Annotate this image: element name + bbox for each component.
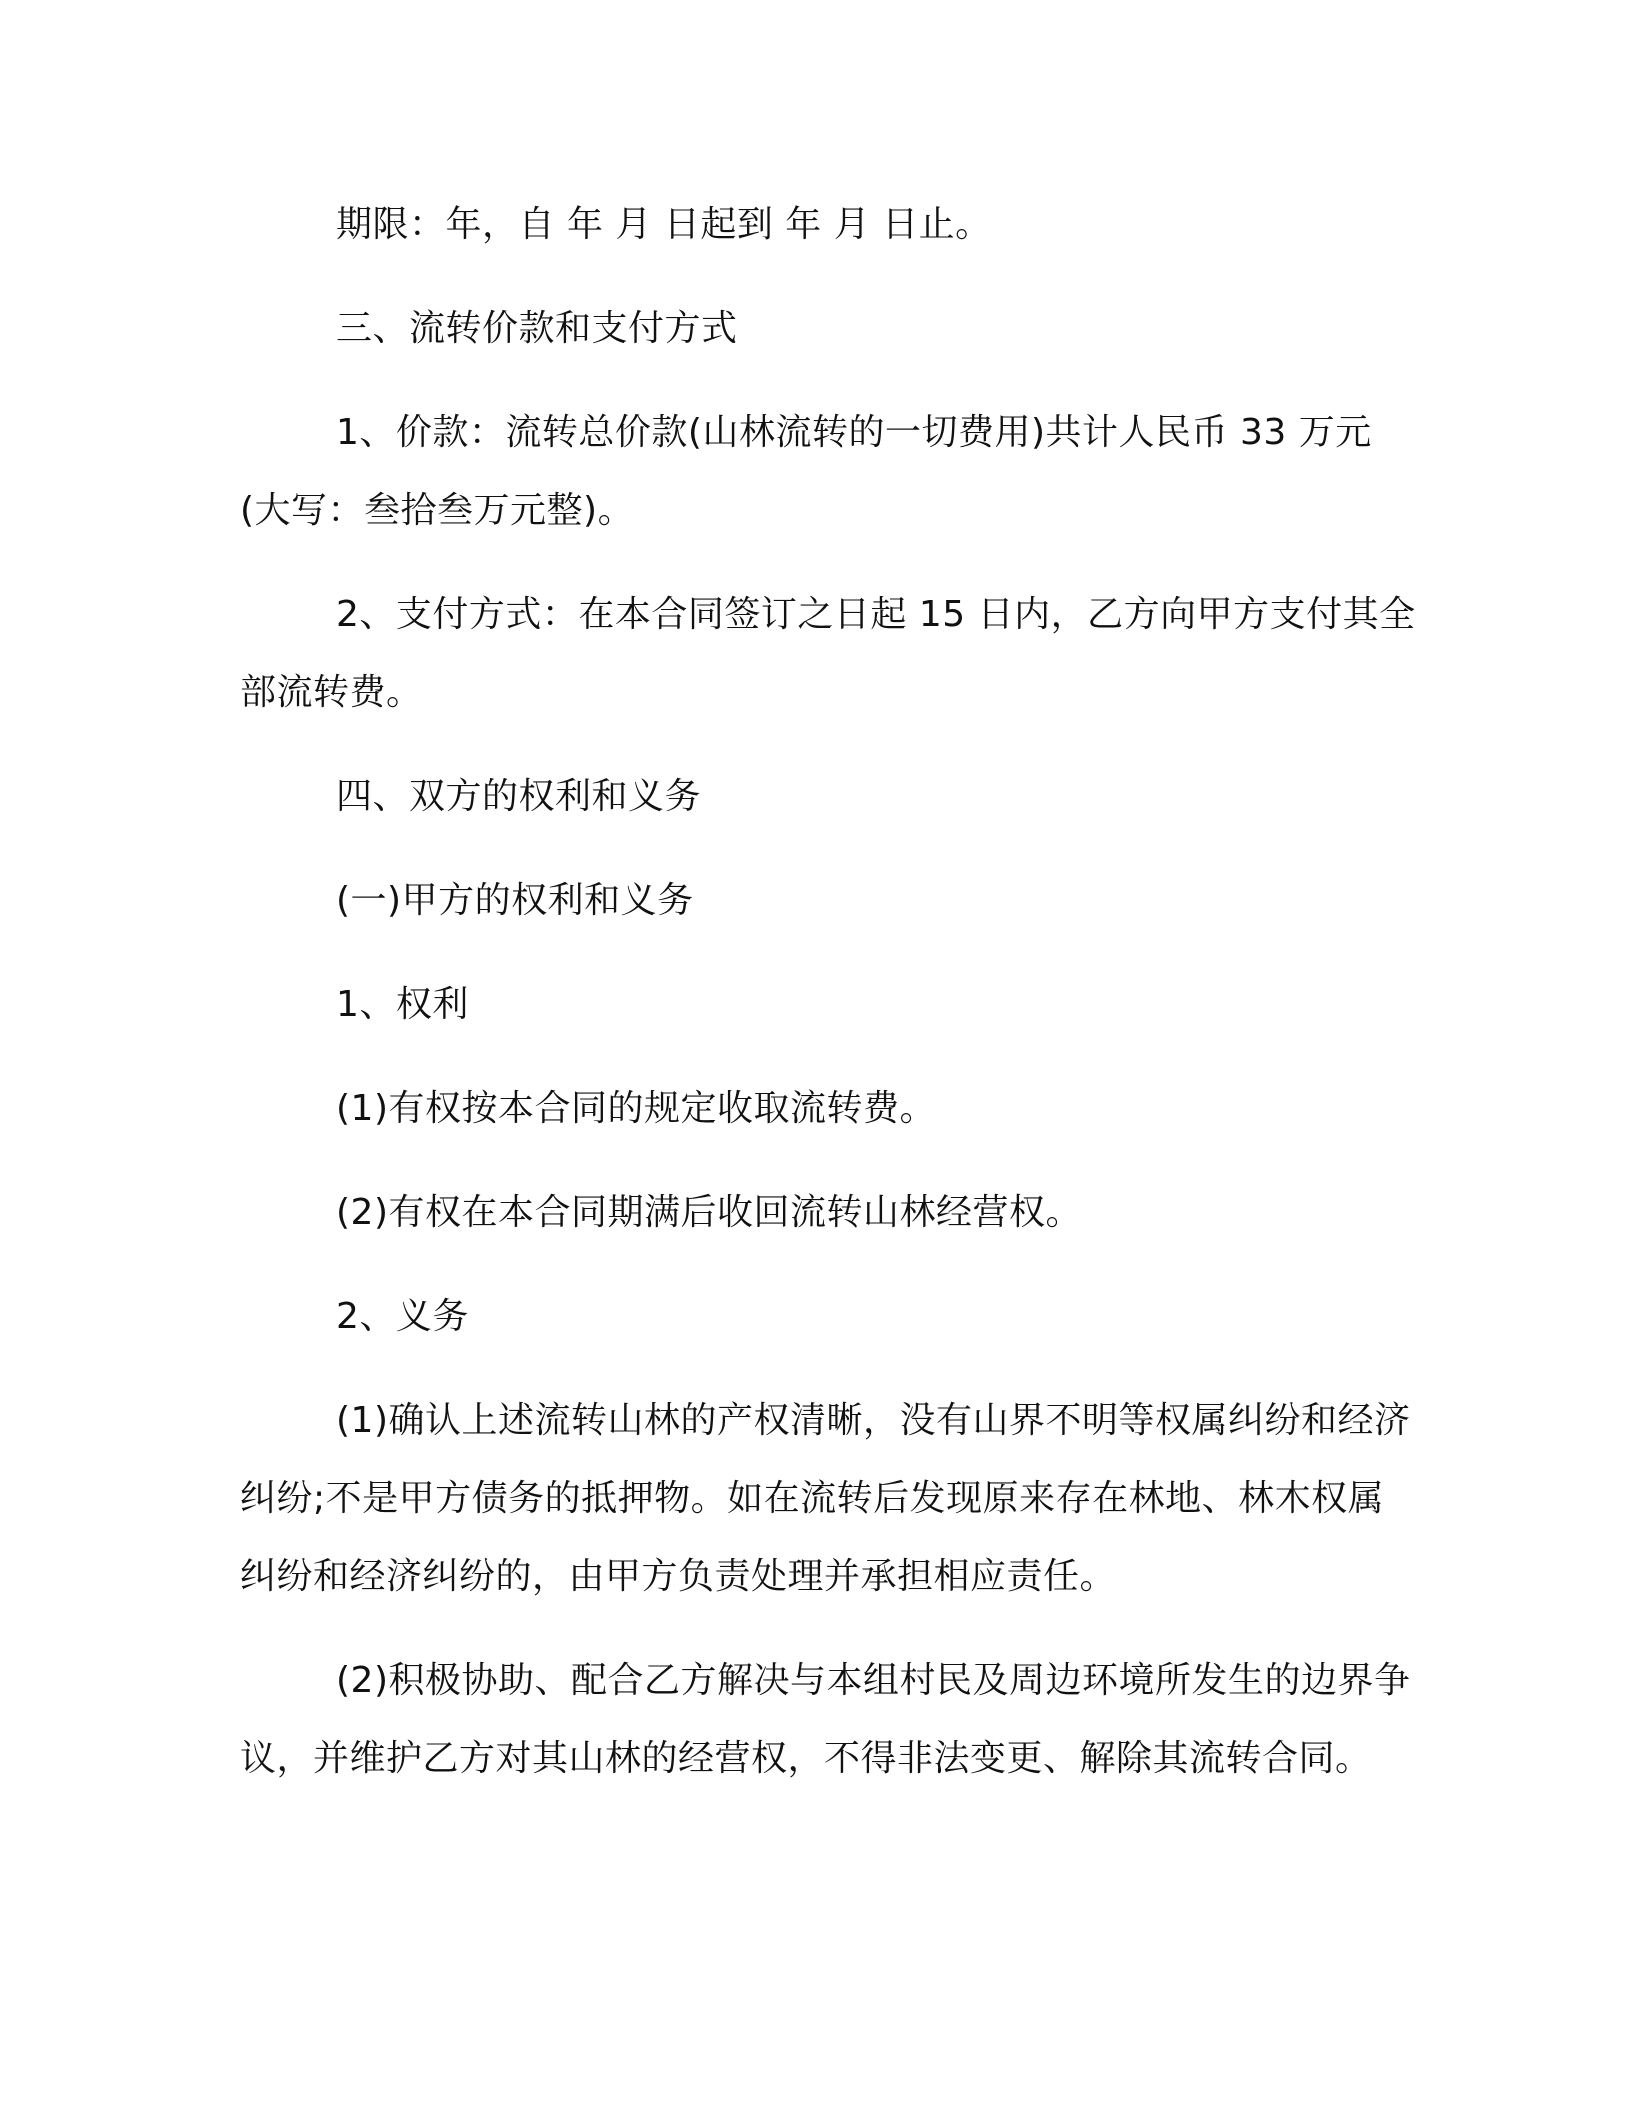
price-clause: 1、价款：流转总价款(山林流转的一切费用)共计人民币 33 万元(大写：叁拾叁万元整)。 — [240, 412, 1372, 531]
payment-method-clause: 2、支付方式：在本合同签订之日起 15 日内，乙方向甲方支付其全部流转费。 — [240, 594, 1416, 713]
obligations-heading: 2、义务 — [336, 1296, 469, 1337]
right-item-2: (2)有权在本合同期满后收回流转山林经营权。 — [336, 1192, 1082, 1233]
obligation-item-1: (1)确认上述流转山林的产权清晰，没有山界不明等权属纠纷和经济纠纷;不是甲方债务的抵押物。如在流转后发现原来存在林地、林木权属纠纷和经济纠纷的，由甲方负责处理并承担相应责任。 — [240, 1400, 1411, 1597]
section-4-heading: 四、双方的权利和义务 — [336, 776, 702, 817]
party-a-heading: (一)甲方的权利和义务 — [336, 880, 694, 921]
right-item-1: (1)有权按本合同的规定收取流转费。 — [336, 1088, 936, 1129]
term-period-line: 期限：年，自 年 月 日起到 年 月 日止。 — [336, 204, 992, 245]
obligation-item-2: (2)积极协助、配合乙方解决与本组村民及周边环境所发生的边界争议，并维护乙方对其山林的经营权，不得非法变更、解除其流转合同。 — [240, 1660, 1411, 1779]
section-3-heading: 三、流转价款和支付方式 — [336, 308, 738, 349]
rights-heading: 1、权利 — [336, 984, 469, 1025]
document-page — [240, 186, 1420, 1824]
